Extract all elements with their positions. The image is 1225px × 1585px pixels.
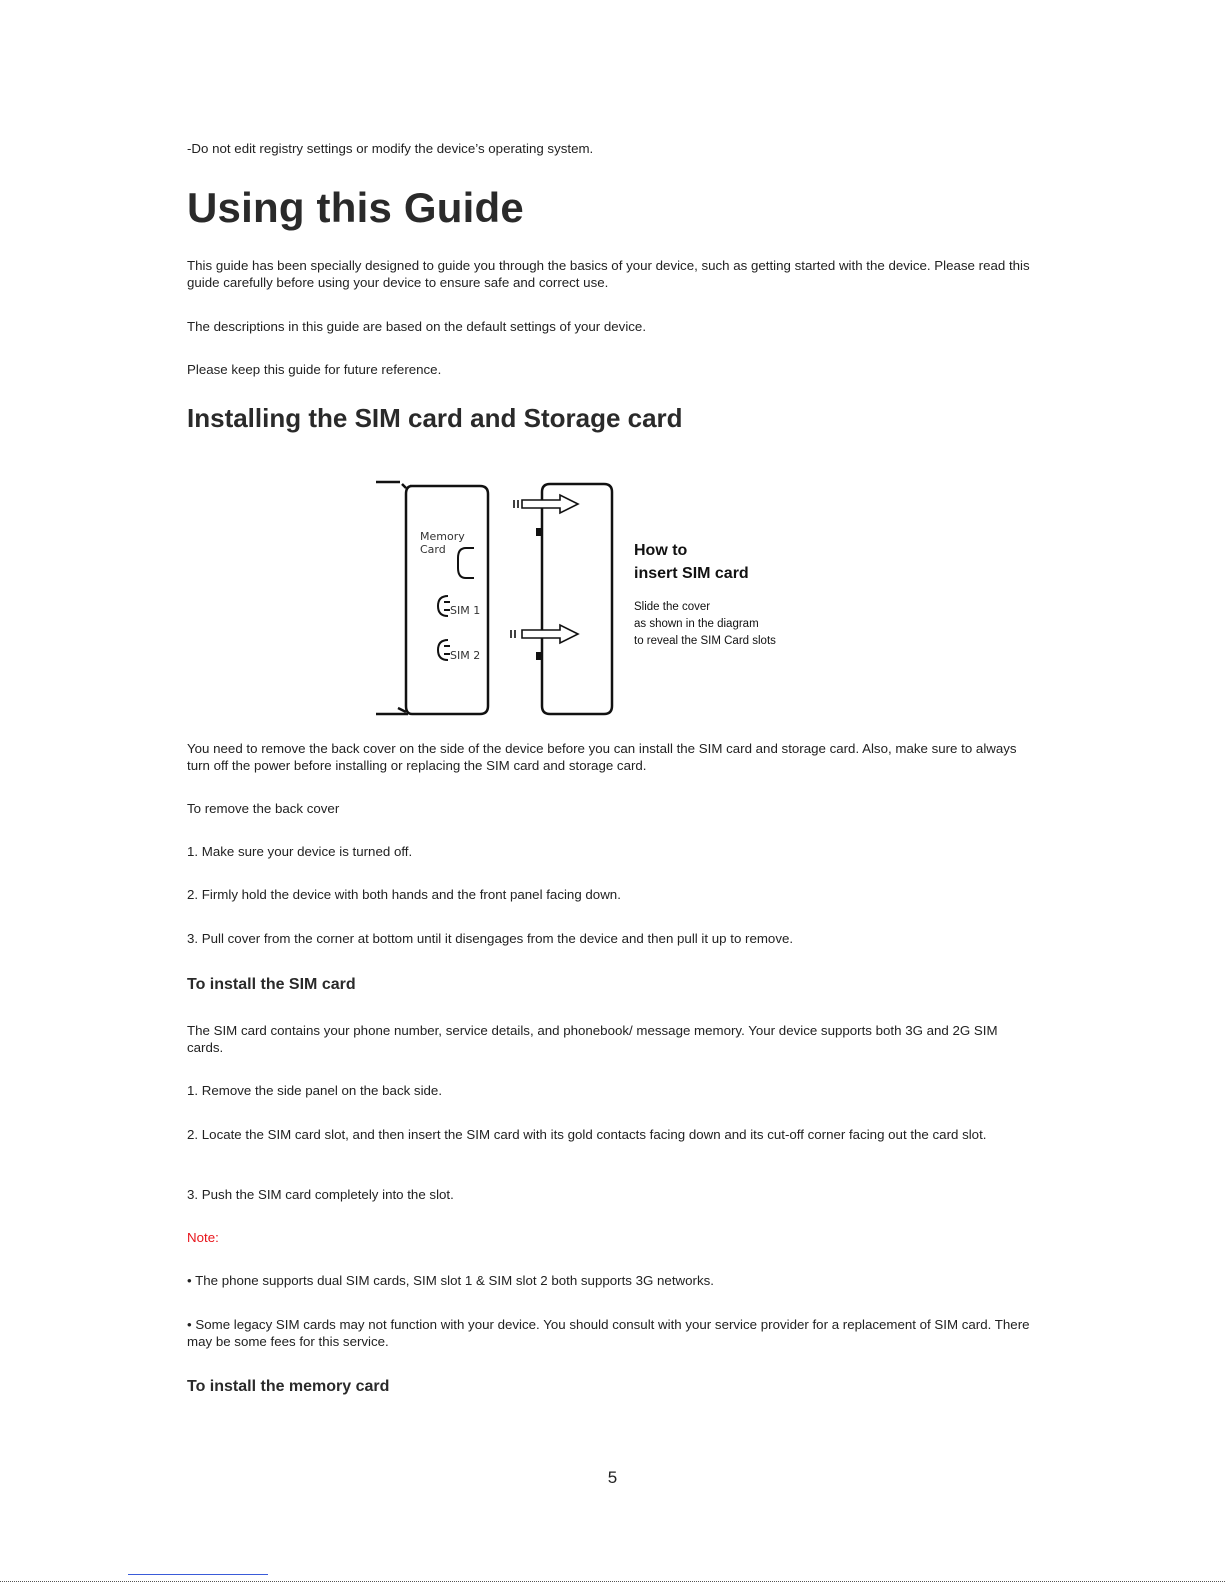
latch-top <box>536 528 542 536</box>
page-number: 5 <box>607 1468 618 1487</box>
memory-slot-bracket <box>458 548 474 578</box>
sim-section-paragraph: The SIM card contains your phone number, service details, and phonebook/ message memory. Your device supports both 3G and 2G SIM cards. <box>187 1023 998 1055</box>
figure-desc-line-3: to reveal the SIM Card slots <box>634 635 776 647</box>
back-cover-step-2: 2. Firmly hold the device with both hands and the front panel facing down. <box>187 887 621 902</box>
sim1-label: SIM 1 <box>450 604 481 617</box>
sim-section-heading: To install the SIM card <box>187 976 356 993</box>
device-side-view-left <box>376 482 488 714</box>
page-bottom-border <box>0 1581 1225 1582</box>
guide-paragraph-3: Please keep this guide for future reference. <box>187 362 442 377</box>
back-cover-step-1: 1. Make sure your device is turned off. <box>187 844 413 859</box>
memory-section-heading: To install the memory card <box>187 1378 390 1395</box>
sim2-label: SIM 2 <box>450 649 481 662</box>
section-heading-install: Installing the SIM card and Storage card <box>187 403 683 433</box>
sim-step-3: 3. Push the SIM card completely into the slot. <box>187 1187 454 1202</box>
back-cover-paragraph: You need to remove the back cover on the side of the device before you can install the SIM card and storage card. Also, make sure to always turn off the power before installing or replacing the SIM card and storage card. <box>187 741 1017 773</box>
slide-arrow-bottom <box>511 625 578 643</box>
figure-title-line-2: insert SIM card <box>634 565 749 582</box>
note-1: • The phone supports dual SIM cards, SIM slot 1 & SIM slot 2 both supports 3G networks. <box>187 1273 714 1288</box>
figure-title-line-1: How to <box>634 542 688 559</box>
sim-step-1: 1. Remove the side panel on the back side. <box>187 1083 443 1098</box>
back-cover-lead: To remove the back cover <box>187 801 340 816</box>
sim2-slot-bracket <box>438 640 450 660</box>
guide-paragraph-1: This guide has been specially designed to guide you through the basics of your device, such as getting started with the device. Please read this guide carefully before using your device to ensure safe and correct use. <box>187 258 1030 290</box>
back-cover-step-3: 3. Pull cover from the corner at bottom until it disengages from the device and then pull it up to remove. <box>187 931 794 946</box>
memory-label-line-2: Card <box>420 543 446 556</box>
figure-desc-line-1: Slide the cover <box>634 601 711 613</box>
sim1-slot-bracket <box>438 596 450 616</box>
note-2: • Some legacy SIM cards may not function with your device. You should consult with your service provider for a replacement of SIM card. There may be some fees for this service. <box>187 1317 1030 1349</box>
intro-line: -Do not edit registry settings or modify the device’s operating system. <box>187 141 594 156</box>
page-title: Using this Guide <box>187 184 524 231</box>
note-label: Note: <box>187 1230 219 1245</box>
memory-label-line-1: Memory <box>420 530 465 543</box>
slide-arrow-top <box>514 495 578 513</box>
device-side-view-right <box>542 484 612 714</box>
sim-install-diagram <box>370 478 810 726</box>
footer-link-underline <box>128 1574 268 1575</box>
figure-desc-line-2: as shown in the diagram <box>634 618 759 630</box>
latch-bottom <box>536 652 542 660</box>
sim-step-2: 2. Locate the SIM card slot, and then insert the SIM card with its gold contacts facing down and its cut-off corner facing out the card slot. <box>187 1127 987 1142</box>
guide-paragraph-2: The descriptions in this guide are based on the default settings of your device. <box>187 319 647 334</box>
